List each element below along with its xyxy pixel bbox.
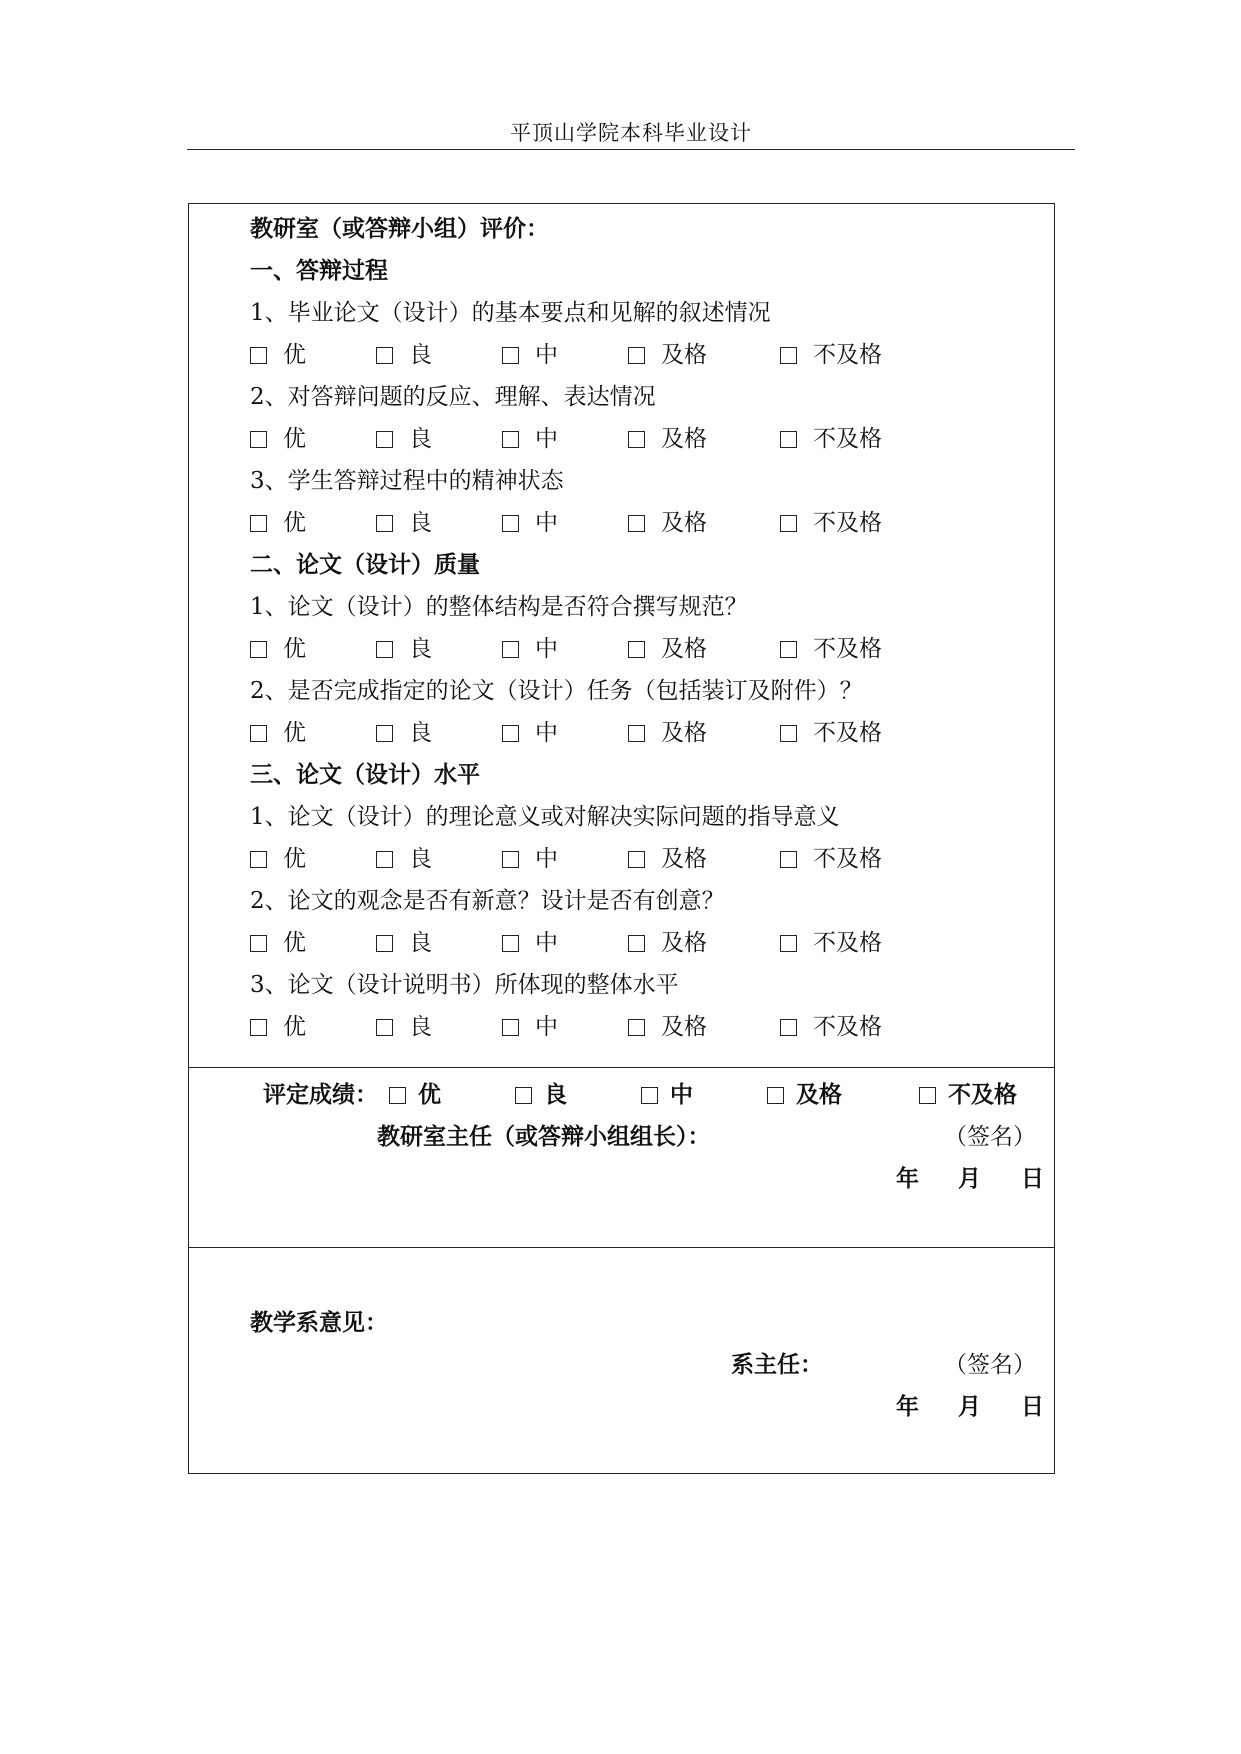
rating-option-label: 不及格: [813, 1014, 882, 1040]
rating-option[interactable]: [780, 844, 882, 874]
grade-day: 日: [1021, 1166, 1044, 1192]
rating-option-label: 良: [409, 846, 432, 872]
rating-option[interactable]: [628, 424, 707, 454]
criterion-label: 3、论文（设计说明书）所体现的整体水平: [250, 972, 679, 998]
checkbox[interactable]: [641, 1087, 658, 1104]
grade-year: 年: [896, 1166, 919, 1192]
rating-option-label: 中: [535, 342, 558, 368]
checkbox[interactable]: [919, 1087, 936, 1104]
rating-option[interactable]: [628, 928, 707, 958]
checkbox[interactable]: [780, 851, 797, 868]
rating-option[interactable]: [250, 718, 306, 748]
rating-option[interactable]: [376, 1012, 432, 1042]
rating-option[interactable]: [780, 634, 882, 664]
checkbox[interactable]: [250, 641, 267, 658]
checkbox[interactable]: [376, 641, 393, 658]
rating-option[interactable]: [628, 634, 707, 664]
rating-option-label: 不及格: [813, 510, 882, 536]
rating-option-label: 优: [283, 636, 306, 662]
checkbox[interactable]: [376, 347, 393, 364]
rating-option[interactable]: [250, 340, 306, 370]
department-section: [189, 1248, 1054, 1473]
checkbox[interactable]: [502, 515, 519, 532]
checkbox[interactable]: [250, 515, 267, 532]
checkbox[interactable]: [502, 641, 519, 658]
grade-month: 月: [958, 1166, 981, 1192]
rating-option[interactable]: [780, 718, 882, 748]
checkbox[interactable]: [628, 725, 645, 742]
rating-option-label: 及格: [661, 510, 707, 536]
checkbox[interactable]: [780, 1019, 797, 1036]
rating-option[interactable]: [502, 340, 558, 370]
rating-option-label: 及格: [661, 342, 707, 368]
rating-option[interactable]: [502, 718, 558, 748]
grade-option-label: 良: [544, 1082, 567, 1108]
checkbox[interactable]: [628, 515, 645, 532]
rating-option-label: 良: [409, 510, 432, 536]
department-month: 月: [958, 1394, 981, 1420]
checkbox[interactable]: [502, 431, 519, 448]
checkbox[interactable]: [250, 851, 267, 868]
rating-option-label: 优: [283, 930, 306, 956]
rating-option[interactable]: [502, 508, 558, 538]
rating-option-label: 中: [535, 720, 558, 746]
rating-option-label: 及格: [661, 846, 707, 872]
rating-option-label: 良: [409, 342, 432, 368]
rating-option-label: 良: [409, 426, 432, 452]
grade-option[interactable]: [919, 1080, 1017, 1110]
rating-option-label: 优: [283, 510, 306, 536]
rating-option[interactable]: [502, 424, 558, 454]
checkbox[interactable]: [502, 347, 519, 364]
rating-option-label: 中: [535, 930, 558, 956]
rating-option-label: 中: [535, 846, 558, 872]
checkbox[interactable]: [628, 641, 645, 658]
rating-option[interactable]: [502, 1012, 558, 1042]
rating-option[interactable]: [628, 844, 707, 874]
evaluation-form: [188, 203, 1055, 1474]
grade-option[interactable]: [389, 1080, 441, 1110]
checkbox[interactable]: [250, 725, 267, 742]
rating-option-label: 中: [535, 426, 558, 452]
criterion-label: 1、论文（设计）的理论意义或对解决实际问题的指导意义: [250, 804, 840, 830]
department-head-label: 系主任：: [731, 1352, 823, 1378]
rating-option[interactable]: [250, 1012, 306, 1042]
evaluation-section: [189, 204, 1054, 1068]
rating-option-label: 优: [283, 342, 306, 368]
criterion-label: 2、是否完成指定的论文（设计）任务（包括装订及附件）？: [250, 678, 863, 704]
checkbox[interactable]: [502, 935, 519, 952]
checkbox[interactable]: [376, 935, 393, 952]
rating-option[interactable]: [376, 844, 432, 874]
checkbox[interactable]: [376, 1019, 393, 1036]
rating-option[interactable]: [780, 508, 882, 538]
checkbox[interactable]: [250, 1019, 267, 1036]
rating-option-label: 良: [409, 930, 432, 956]
criterion-label: 2、论文的观念是否有新意？设计是否有创意？: [250, 888, 725, 914]
checkbox[interactable]: [376, 851, 393, 868]
rating-option[interactable]: [628, 508, 707, 538]
checkbox[interactable]: [628, 1019, 645, 1036]
rating-option-label: 不及格: [813, 930, 882, 956]
rating-option[interactable]: [250, 424, 306, 454]
grade-option-label: 及格: [796, 1082, 842, 1108]
grade-option-label: 优: [418, 1082, 441, 1108]
page-header-title: 平顶山学院本科毕业设计: [510, 121, 752, 145]
rating-option-label: 中: [535, 1014, 558, 1040]
rating-option[interactable]: [502, 928, 558, 958]
checkbox[interactable]: [250, 347, 267, 364]
rating-option-label: 及格: [661, 1014, 707, 1040]
checkbox[interactable]: [780, 641, 797, 658]
rating-option[interactable]: [502, 844, 558, 874]
director-label: 教研室主任（或答辩小组组长）：: [377, 1124, 711, 1150]
criterion-label: 1、论文（设计）的整体结构是否符合撰写规范？: [250, 594, 748, 620]
header-rule: [187, 149, 1075, 150]
checkbox[interactable]: [502, 851, 519, 868]
checkbox[interactable]: [780, 515, 797, 532]
rating-option[interactable]: [376, 508, 432, 538]
checkbox[interactable]: [767, 1087, 784, 1104]
rating-option-label: 中: [535, 510, 558, 536]
rating-option[interactable]: [628, 718, 707, 748]
checkbox[interactable]: [780, 935, 797, 952]
rating-option-label: 及格: [661, 720, 707, 746]
rating-option-label: 优: [283, 846, 306, 872]
section-heading: 二、论文（设计）质量: [250, 552, 480, 578]
checkbox[interactable]: [502, 1019, 519, 1036]
checkbox[interactable]: [376, 515, 393, 532]
rating-option-label: 优: [283, 720, 306, 746]
checkbox[interactable]: [502, 725, 519, 742]
rating-option[interactable]: [250, 508, 306, 538]
criterion-label: 3、学生答辩过程中的精神状态: [250, 468, 564, 494]
department-day: 日: [1021, 1394, 1044, 1420]
rating-option[interactable]: [250, 928, 306, 958]
rating-option[interactable]: [780, 1012, 882, 1042]
grade-option[interactable]: [767, 1080, 842, 1110]
rating-option[interactable]: [250, 634, 306, 664]
director-signature: （签名）: [944, 1124, 1036, 1150]
checkbox[interactable]: [515, 1087, 532, 1104]
rating-option[interactable]: [780, 928, 882, 958]
rating-option-label: 优: [283, 1014, 306, 1040]
checkbox[interactable]: [250, 935, 267, 952]
section-heading: 一、答辩过程: [250, 258, 388, 284]
rating-option-label: 不及格: [813, 426, 882, 452]
criterion-label: 2、对答辩问题的反应、理解、表达情况: [250, 384, 656, 410]
rating-option[interactable]: [628, 340, 707, 370]
rating-option[interactable]: [376, 424, 432, 454]
checkbox[interactable]: [389, 1087, 406, 1104]
rating-option[interactable]: [376, 340, 432, 370]
rating-option-label: 良: [409, 720, 432, 746]
grade-section: [189, 1068, 1054, 1248]
rating-option-label: 中: [535, 636, 558, 662]
rating-option-label: 及格: [661, 930, 707, 956]
checkbox[interactable]: [780, 431, 797, 448]
rating-option-label: 良: [409, 636, 432, 662]
rating-option[interactable]: [376, 928, 432, 958]
rating-option-label: 不及格: [813, 846, 882, 872]
checkbox[interactable]: [628, 851, 645, 868]
rating-option[interactable]: [502, 634, 558, 664]
evaluation-title: 教研室（或答辩小组）评价：: [250, 216, 549, 242]
rating-option[interactable]: [780, 340, 882, 370]
rating-option-label: 优: [283, 426, 306, 452]
rating-option-label: 及格: [661, 636, 707, 662]
grade-option-label: 不及格: [948, 1082, 1017, 1108]
rating-option-label: 不及格: [813, 636, 882, 662]
checkbox[interactable]: [376, 431, 393, 448]
grade-option[interactable]: [641, 1080, 693, 1110]
checkbox[interactable]: [628, 935, 645, 952]
rating-option[interactable]: [376, 634, 432, 664]
checkbox[interactable]: [628, 347, 645, 364]
section-heading: 三、论文（设计）水平: [250, 762, 480, 788]
checkbox[interactable]: [780, 725, 797, 742]
department-signature: （签名）: [944, 1352, 1036, 1378]
rating-option[interactable]: [376, 718, 432, 748]
checkbox[interactable]: [376, 725, 393, 742]
rating-option-label: 不及格: [813, 342, 882, 368]
rating-option-label: 不及格: [813, 720, 882, 746]
department-opinion-label: 教学系意见：: [250, 1310, 388, 1336]
rating-option-label: 及格: [661, 426, 707, 452]
rating-option[interactable]: [628, 1012, 707, 1042]
department-year: 年: [896, 1394, 919, 1420]
checkbox[interactable]: [628, 431, 645, 448]
grade-option[interactable]: [515, 1080, 567, 1110]
rating-option-label: 良: [409, 1014, 432, 1040]
grade-option-label: 中: [670, 1082, 693, 1108]
grade-label: 评定成绩：: [263, 1082, 378, 1108]
checkbox[interactable]: [780, 347, 797, 364]
rating-option[interactable]: [250, 844, 306, 874]
criterion-label: 1、毕业论文（设计）的基本要点和见解的叙述情况: [250, 300, 771, 326]
checkbox[interactable]: [250, 431, 267, 448]
rating-option[interactable]: [780, 424, 882, 454]
